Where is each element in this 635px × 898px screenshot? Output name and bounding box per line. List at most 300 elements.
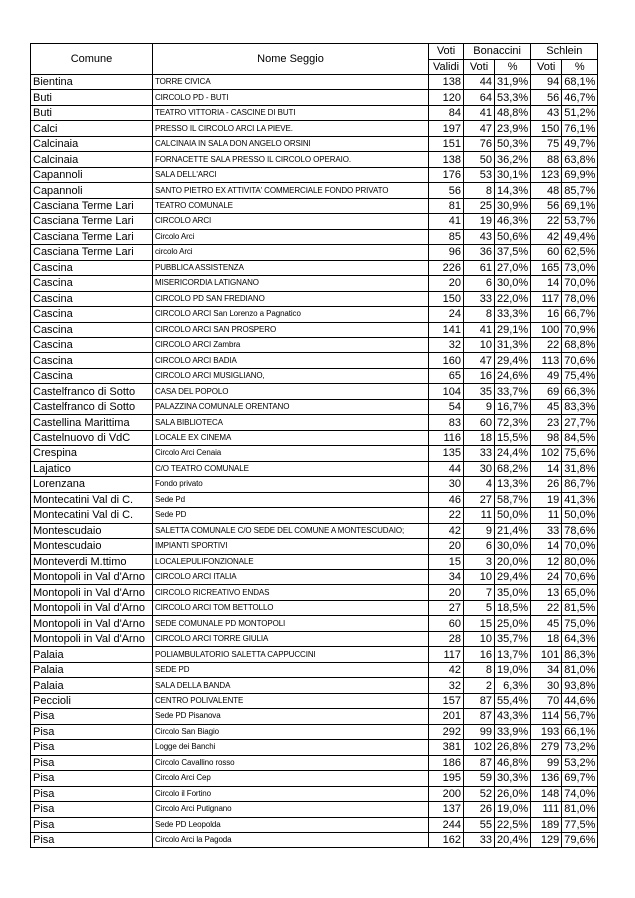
table-row	[31, 430, 598, 445]
cell-schlein-pct: 69,7%	[562, 771, 598, 786]
cell-schlein-voti: 48	[531, 183, 562, 198]
cell-schlein-pct: 81,5%	[562, 600, 598, 615]
cell-schlein-pct: 66,3%	[562, 384, 598, 399]
cell-bonaccini-voti: 35	[464, 384, 495, 399]
cell-schlein-voti: 123	[531, 167, 562, 182]
cell-bonaccini-voti: 87	[464, 755, 495, 770]
cell-comune: Lajatico	[31, 461, 153, 476]
table-row	[31, 709, 598, 724]
table-row	[31, 817, 598, 832]
cell-voti-validi: 42	[429, 662, 464, 677]
cell-comune: Montecatini Val di C.	[31, 492, 153, 507]
results-sheet	[30, 43, 598, 848]
cell-voti-validi: 84	[429, 105, 464, 120]
cell-voti-validi: 292	[429, 724, 464, 739]
table-header	[31, 44, 598, 75]
cell-bonaccini-pct: 68,2%	[495, 461, 531, 476]
table-row	[31, 136, 598, 151]
cell-schlein-pct: 66,7%	[562, 307, 598, 322]
table-row	[31, 832, 598, 847]
cell-schlein-voti: 165	[531, 260, 562, 275]
cell-bonaccini-voti: 18	[464, 430, 495, 445]
table-row	[31, 229, 598, 244]
cell-bonaccini-pct: 30,1%	[495, 167, 531, 182]
table-row	[31, 152, 598, 167]
cell-comune: Bientina	[31, 75, 153, 90]
header-voti-validi-top: Voti	[429, 44, 464, 60]
cell-bonaccini-voti: 19	[464, 214, 495, 229]
cell-nome-seggio: CENTRO POLIVALENTE	[153, 693, 429, 708]
cell-nome-seggio: Sede PD Leopolda	[153, 817, 429, 832]
cell-voti-validi: 176	[429, 167, 464, 182]
cell-voti-validi: 15	[429, 554, 464, 569]
cell-schlein-voti: 193	[531, 724, 562, 739]
table-row	[31, 446, 598, 461]
cell-bonaccini-voti: 10	[464, 337, 495, 352]
cell-comune: Cascina	[31, 260, 153, 275]
cell-schlein-pct: 68,1%	[562, 75, 598, 90]
cell-schlein-voti: 34	[531, 662, 562, 677]
cell-schlein-voti: 12	[531, 554, 562, 569]
cell-nome-seggio: SEDE COMUNALE PD MONTOPOLI	[153, 616, 429, 631]
cell-bonaccini-voti: 33	[464, 291, 495, 306]
cell-comune: Palaia	[31, 662, 153, 677]
cell-comune: Montescudaio	[31, 539, 153, 554]
cell-bonaccini-pct: 24,6%	[495, 368, 531, 383]
cell-schlein-voti: 18	[531, 631, 562, 646]
cell-schlein-voti: 24	[531, 570, 562, 585]
cell-comune: Pisa	[31, 802, 153, 817]
cell-nome-seggio: CIRCOLO PD SAN FREDIANO	[153, 291, 429, 306]
cell-schlein-voti: 117	[531, 291, 562, 306]
cell-bonaccini-voti: 25	[464, 198, 495, 213]
cell-schlein-pct: 53,7%	[562, 214, 598, 229]
cell-bonaccini-voti: 11	[464, 508, 495, 523]
cell-nome-seggio: CIRCOLO ARCI Zambra	[153, 337, 429, 352]
cell-schlein-voti: 45	[531, 616, 562, 631]
cell-bonaccini-pct: 21,4%	[495, 523, 531, 538]
cell-schlein-pct: 50,0%	[562, 508, 598, 523]
cell-schlein-pct: 75,6%	[562, 446, 598, 461]
cell-schlein-voti: 11	[531, 508, 562, 523]
cell-voti-validi: 20	[429, 539, 464, 554]
table-row	[31, 724, 598, 739]
table-row	[31, 198, 598, 213]
table-row	[31, 647, 598, 662]
cell-comune: Calcinaia	[31, 152, 153, 167]
cell-voti-validi: 162	[429, 832, 464, 847]
cell-bonaccini-pct: 13,3%	[495, 477, 531, 492]
cell-bonaccini-voti: 5	[464, 600, 495, 615]
cell-schlein-voti: 19	[531, 492, 562, 507]
cell-bonaccini-pct: 30,3%	[495, 771, 531, 786]
table-row	[31, 415, 598, 430]
cell-comune: Montopoli in Val d'Arno	[31, 600, 153, 615]
cell-bonaccini-pct: 36,2%	[495, 152, 531, 167]
cell-comune: Montescudaio	[31, 523, 153, 538]
cell-schlein-voti: 49	[531, 368, 562, 383]
cell-bonaccini-voti: 33	[464, 832, 495, 847]
cell-bonaccini-pct: 29,4%	[495, 570, 531, 585]
cell-bonaccini-voti: 102	[464, 740, 495, 755]
cell-bonaccini-pct: 13,7%	[495, 647, 531, 662]
cell-voti-validi: 226	[429, 260, 464, 275]
table-row	[31, 245, 598, 260]
table-row	[31, 771, 598, 786]
header-schlein-voti: Voti	[531, 59, 562, 75]
cell-voti-validi: 195	[429, 771, 464, 786]
cell-schlein-voti: 100	[531, 322, 562, 337]
cell-schlein-pct: 46,7%	[562, 90, 598, 105]
cell-voti-validi: 157	[429, 693, 464, 708]
cell-bonaccini-voti: 61	[464, 260, 495, 275]
header-schlein-pct: %	[562, 59, 598, 75]
cell-voti-validi: 120	[429, 90, 464, 105]
cell-voti-validi: 244	[429, 817, 464, 832]
table-row	[31, 600, 598, 615]
cell-comune: Peccioli	[31, 693, 153, 708]
cell-voti-validi: 32	[429, 337, 464, 352]
cell-comune: Pisa	[31, 771, 153, 786]
table-row	[31, 662, 598, 677]
cell-comune: Montecatini Val di C.	[31, 508, 153, 523]
cell-schlein-pct: 64,3%	[562, 631, 598, 646]
cell-bonaccini-voti: 6	[464, 276, 495, 291]
cell-schlein-pct: 83,3%	[562, 399, 598, 414]
cell-voti-validi: 32	[429, 678, 464, 693]
cell-schlein-voti: 43	[531, 105, 562, 120]
cell-bonaccini-pct: 53,3%	[495, 90, 531, 105]
cell-schlein-pct: 86,7%	[562, 477, 598, 492]
cell-nome-seggio: SEDE PD	[153, 662, 429, 677]
table-row	[31, 167, 598, 182]
cell-schlein-voti: 94	[531, 75, 562, 90]
cell-bonaccini-pct: 46,8%	[495, 755, 531, 770]
cell-schlein-pct: 70,0%	[562, 539, 598, 554]
cell-nome-seggio: Sede PD	[153, 508, 429, 523]
table-row	[31, 492, 598, 507]
cell-voti-validi: 141	[429, 322, 464, 337]
cell-bonaccini-pct: 33,9%	[495, 724, 531, 739]
cell-voti-validi: 41	[429, 214, 464, 229]
cell-schlein-pct: 75,4%	[562, 368, 598, 383]
cell-schlein-voti: 42	[531, 229, 562, 244]
cell-comune: Pisa	[31, 740, 153, 755]
cell-schlein-voti: 26	[531, 477, 562, 492]
cell-nome-seggio: Circolo il Fortino	[153, 786, 429, 801]
cell-schlein-pct: 27,7%	[562, 415, 598, 430]
cell-schlein-pct: 62,5%	[562, 245, 598, 260]
cell-bonaccini-voti: 43	[464, 229, 495, 244]
cell-voti-validi: 56	[429, 183, 464, 198]
cell-comune: Calci	[31, 121, 153, 136]
cell-bonaccini-pct: 43,3%	[495, 709, 531, 724]
cell-schlein-voti: 114	[531, 709, 562, 724]
cell-comune: Montopoli in Val d'Arno	[31, 585, 153, 600]
cell-voti-validi: 20	[429, 585, 464, 600]
cell-schlein-voti: 30	[531, 678, 562, 693]
cell-schlein-pct: 68,8%	[562, 337, 598, 352]
cell-bonaccini-voti: 64	[464, 90, 495, 105]
cell-bonaccini-pct: 26,8%	[495, 740, 531, 755]
cell-comune: Casciana Terme Lari	[31, 214, 153, 229]
cell-bonaccini-pct: 15,5%	[495, 430, 531, 445]
cell-voti-validi: 85	[429, 229, 464, 244]
table-row	[31, 678, 598, 693]
cell-schlein-voti: 33	[531, 523, 562, 538]
header-comune: Comune	[31, 44, 153, 75]
cell-bonaccini-voti: 87	[464, 693, 495, 708]
table-row	[31, 585, 598, 600]
cell-comune: Cascina	[31, 353, 153, 368]
cell-bonaccini-voti: 10	[464, 570, 495, 585]
cell-comune: Castelfranco di Sotto	[31, 399, 153, 414]
cell-nome-seggio: PALAZZINA COMUNALE ORENTANO	[153, 399, 429, 414]
table-row	[31, 740, 598, 755]
cell-bonaccini-voti: 3	[464, 554, 495, 569]
cell-voti-validi: 201	[429, 709, 464, 724]
cell-schlein-voti: 111	[531, 802, 562, 817]
cell-bonaccini-voti: 15	[464, 616, 495, 631]
cell-bonaccini-pct: 31,3%	[495, 337, 531, 352]
cell-nome-seggio: Circolo Arci Putignano	[153, 802, 429, 817]
cell-bonaccini-voti: 36	[464, 245, 495, 260]
cell-schlein-pct: 85,7%	[562, 183, 598, 198]
table-row	[31, 291, 598, 306]
cell-bonaccini-voti: 6	[464, 539, 495, 554]
cell-nome-seggio: CIRCOLO ARCI	[153, 214, 429, 229]
cell-voti-validi: 96	[429, 245, 464, 260]
cell-comune: Pisa	[31, 709, 153, 724]
cell-schlein-voti: 129	[531, 832, 562, 847]
cell-nome-seggio: CIRCOLO ARCI TORRE GIULIA	[153, 631, 429, 646]
cell-voti-validi: 34	[429, 570, 464, 585]
cell-nome-seggio: Logge dei Banchi	[153, 740, 429, 755]
cell-schlein-voti: 45	[531, 399, 562, 414]
cell-bonaccini-voti: 33	[464, 446, 495, 461]
cell-schlein-pct: 66,1%	[562, 724, 598, 739]
cell-schlein-voti: 13	[531, 585, 562, 600]
cell-comune: Calcinaia	[31, 136, 153, 151]
cell-bonaccini-voti: 44	[464, 75, 495, 90]
cell-schlein-voti: 102	[531, 446, 562, 461]
cell-bonaccini-voti: 52	[464, 786, 495, 801]
cell-schlein-voti: 113	[531, 353, 562, 368]
cell-bonaccini-voti: 41	[464, 322, 495, 337]
cell-nome-seggio: CALCINAIA IN SALA DON ANGELO ORSINI	[153, 136, 429, 151]
cell-schlein-pct: 53,2%	[562, 755, 598, 770]
cell-schlein-voti: 56	[531, 198, 562, 213]
table-row	[31, 554, 598, 569]
cell-bonaccini-voti: 8	[464, 662, 495, 677]
cell-comune: Pisa	[31, 786, 153, 801]
cell-nome-seggio: SALA BIBLIOTECA	[153, 415, 429, 430]
cell-bonaccini-voti: 47	[464, 121, 495, 136]
table-row	[31, 399, 598, 414]
table-row	[31, 90, 598, 105]
table-row	[31, 508, 598, 523]
cell-comune: Casciana Terme Lari	[31, 229, 153, 244]
cell-comune: Castelnuovo di VdC	[31, 430, 153, 445]
cell-schlein-pct: 49,7%	[562, 136, 598, 151]
results-table	[30, 43, 598, 848]
cell-schlein-pct: 70,6%	[562, 570, 598, 585]
table-row	[31, 384, 598, 399]
cell-bonaccini-pct: 23,9%	[495, 121, 531, 136]
cell-bonaccini-voti: 9	[464, 523, 495, 538]
cell-voti-validi: 104	[429, 384, 464, 399]
cell-bonaccini-pct: 30,0%	[495, 539, 531, 554]
cell-nome-seggio: CIRCOLO PD - BUTI	[153, 90, 429, 105]
cell-comune: Pisa	[31, 724, 153, 739]
cell-comune: Palaia	[31, 647, 153, 662]
cell-voti-validi: 81	[429, 198, 464, 213]
cell-comune: Montopoli in Val d'Arno	[31, 616, 153, 631]
cell-bonaccini-pct: 19,0%	[495, 802, 531, 817]
cell-comune: Cascina	[31, 322, 153, 337]
cell-schlein-voti: 23	[531, 415, 562, 430]
cell-bonaccini-voti: 9	[464, 399, 495, 414]
cell-voti-validi: 24	[429, 307, 464, 322]
cell-voti-validi: 20	[429, 276, 464, 291]
cell-voti-validi: 116	[429, 430, 464, 445]
table-row	[31, 477, 598, 492]
cell-comune: Castellina Marittima	[31, 415, 153, 430]
cell-comune: Capannoli	[31, 167, 153, 182]
cell-bonaccini-voti: 26	[464, 802, 495, 817]
cell-bonaccini-pct: 55,4%	[495, 693, 531, 708]
cell-nome-seggio: circolo Arci	[153, 245, 429, 260]
cell-bonaccini-voti: 59	[464, 771, 495, 786]
cell-bonaccini-pct: 20,4%	[495, 832, 531, 847]
cell-schlein-pct: 81,0%	[562, 802, 598, 817]
cell-bonaccini-voti: 50	[464, 152, 495, 167]
cell-schlein-voti: 22	[531, 600, 562, 615]
cell-nome-seggio: Circolo Cavallino rosso	[153, 755, 429, 770]
header-voti-validi-bottom: Validi	[429, 59, 464, 75]
table-row	[31, 368, 598, 383]
cell-schlein-pct: 73,2%	[562, 740, 598, 755]
cell-schlein-pct: 76,1%	[562, 121, 598, 136]
cell-bonaccini-pct: 6,3%	[495, 678, 531, 693]
header-nome-seggio: Nome Seggio	[153, 44, 429, 75]
cell-nome-seggio: FORNACETTE SALA PRESSO IL CIRCOLO OPERAIO.	[153, 152, 429, 167]
cell-schlein-pct: 75,0%	[562, 616, 598, 631]
cell-nome-seggio: CIRCOLO ARCI San Lorenzo a Pagnatico	[153, 307, 429, 322]
cell-voti-validi: 186	[429, 755, 464, 770]
table-row	[31, 631, 598, 646]
cell-schlein-pct: 69,1%	[562, 198, 598, 213]
cell-comune: Buti	[31, 105, 153, 120]
cell-nome-seggio: TORRE CIVICA	[153, 75, 429, 90]
cell-nome-seggio: Circolo Arci	[153, 229, 429, 244]
cell-schlein-voti: 98	[531, 430, 562, 445]
cell-voti-validi: 22	[429, 508, 464, 523]
cell-nome-seggio: SANTO PIETRO EX ATTIVITA' COMMERCIALE FONDO PRIVATO	[153, 183, 429, 198]
cell-voti-validi: 160	[429, 353, 464, 368]
cell-voti-validi: 30	[429, 477, 464, 492]
cell-nome-seggio: Circolo San Biagio	[153, 724, 429, 739]
cell-nome-seggio: PRESSO IL CIRCOLO ARCI LA PIEVE.	[153, 121, 429, 136]
cell-schlein-voti: 14	[531, 461, 562, 476]
cell-nome-seggio: Circolo Arci Cep	[153, 771, 429, 786]
cell-schlein-voti: 14	[531, 539, 562, 554]
cell-comune: Casciana Terme Lari	[31, 198, 153, 213]
cell-bonaccini-pct: 30,9%	[495, 198, 531, 213]
cell-schlein-voti: 22	[531, 214, 562, 229]
cell-comune: Capannoli	[31, 183, 153, 198]
cell-nome-seggio: Sede Pd	[153, 492, 429, 507]
cell-voti-validi: 28	[429, 631, 464, 646]
cell-voti-validi: 135	[429, 446, 464, 461]
cell-nome-seggio: CIRCOLO ARCI BADIA	[153, 353, 429, 368]
cell-bonaccini-pct: 46,3%	[495, 214, 531, 229]
cell-schlein-pct: 70,6%	[562, 353, 598, 368]
cell-voti-validi: 54	[429, 399, 464, 414]
table-row	[31, 539, 598, 554]
cell-voti-validi: 27	[429, 600, 464, 615]
cell-bonaccini-voti: 41	[464, 105, 495, 120]
cell-nome-seggio: TEATRO COMUNALE	[153, 198, 429, 213]
cell-comune: Pisa	[31, 832, 153, 847]
cell-comune: Montopoli in Val d'Arno	[31, 570, 153, 585]
cell-comune: Pisa	[31, 755, 153, 770]
cell-bonaccini-voti: 53	[464, 167, 495, 182]
cell-nome-seggio: C/O TEATRO COMUNALE	[153, 461, 429, 476]
cell-schlein-voti: 60	[531, 245, 562, 260]
cell-comune: Cascina	[31, 337, 153, 352]
cell-nome-seggio: LOCALEPULIFONZIONALE	[153, 554, 429, 569]
cell-bonaccini-pct: 35,0%	[495, 585, 531, 600]
cell-bonaccini-pct: 19,0%	[495, 662, 531, 677]
cell-voti-validi: 137	[429, 802, 464, 817]
cell-comune: Pisa	[31, 817, 153, 832]
table-row	[31, 570, 598, 585]
cell-bonaccini-pct: 50,6%	[495, 229, 531, 244]
table-row	[31, 461, 598, 476]
cell-bonaccini-pct: 72,3%	[495, 415, 531, 430]
cell-bonaccini-voti: 16	[464, 647, 495, 662]
cell-schlein-voti: 101	[531, 647, 562, 662]
header-bonaccini-pct: %	[495, 59, 531, 75]
cell-voti-validi: 381	[429, 740, 464, 755]
table-row	[31, 337, 598, 352]
table-row	[31, 755, 598, 770]
cell-bonaccini-voti: 60	[464, 415, 495, 430]
cell-bonaccini-voti: 30	[464, 461, 495, 476]
cell-nome-seggio: CIRCOLO ARCI ITALIA	[153, 570, 429, 585]
cell-voti-validi: 60	[429, 616, 464, 631]
table-row	[31, 322, 598, 337]
cell-schlein-pct: 77,5%	[562, 817, 598, 832]
cell-bonaccini-pct: 24,4%	[495, 446, 531, 461]
cell-comune: Castelfranco di Sotto	[31, 384, 153, 399]
table-row	[31, 75, 598, 90]
table-row	[31, 353, 598, 368]
cell-nome-seggio: CASA DEL POPOLO	[153, 384, 429, 399]
header-bonaccini: Bonaccini	[464, 44, 531, 60]
cell-schlein-voti: 88	[531, 152, 562, 167]
cell-bonaccini-pct: 22,0%	[495, 291, 531, 306]
cell-nome-seggio: SALA DELLA BANDA	[153, 678, 429, 693]
cell-comune: Monteverdi M.ttimo	[31, 554, 153, 569]
cell-schlein-pct: 69,9%	[562, 167, 598, 182]
cell-schlein-pct: 79,6%	[562, 832, 598, 847]
cell-schlein-voti: 69	[531, 384, 562, 399]
header-schlein: Schlein	[531, 44, 598, 60]
cell-schlein-pct: 31,8%	[562, 461, 598, 476]
cell-nome-seggio: TEATRO VITTORIA - CASCINE DI BUTI	[153, 105, 429, 120]
